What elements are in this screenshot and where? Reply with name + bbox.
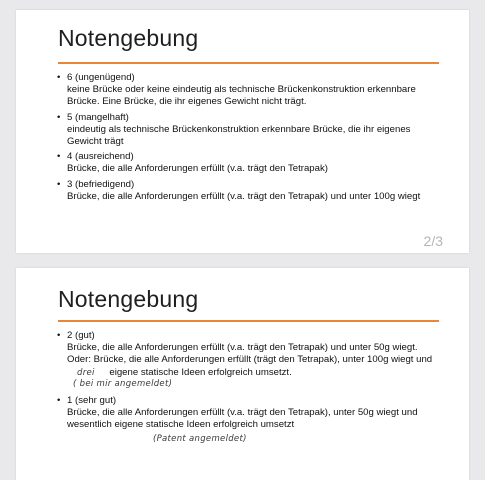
list-item — [56, 112, 443, 149]
grade-label: 3 (befriedigend) — [67, 178, 135, 190]
bullet-icon: • — [57, 395, 61, 407]
grade-description: Brücke, die alle Anforderungen erfüllt (v.a. trägt den Tetrapak), unter 50g wiegt und wesentlich eigene statische Ideen erfolgreich umsetzt — [67, 407, 418, 431]
slide-title: Notengebung — [58, 25, 199, 51]
bullet-icon: • — [57, 330, 61, 341]
grade-label: 2 (gut) — [67, 330, 95, 341]
bullet-icon: • — [57, 151, 61, 163]
grade-list — [56, 72, 443, 206]
grade-list — [56, 330, 443, 448]
list-item — [56, 179, 443, 203]
grade-description: keine Brücke oder keine eindeutig als technische Brückenkonstruktion erkennbare Brücke. Eine Brücke, die ihr eigenes Gewicht nicht trägt. — [67, 84, 416, 108]
bullet-icon: • — [57, 178, 61, 190]
grade-label: 4 (ausreichend) — [67, 151, 134, 163]
slide-3 — [16, 268, 469, 480]
page-number: 2/3 — [423, 233, 443, 249]
handwritten-note: ( bei mir angemeldet) — [73, 378, 173, 389]
handwritten-note: (Patent angemeldet) — [153, 433, 247, 444]
bullet-icon: • — [57, 111, 61, 123]
handwritten-annotation: drei — [77, 367, 95, 378]
grade-description: eindeutig als technische Brückenkonstruktion erkennbare Brücke, die ihr eigenes Gewicht trägt — [67, 123, 411, 148]
list-item — [56, 151, 443, 175]
list-item — [56, 72, 443, 109]
title-underline — [58, 62, 439, 64]
bullet-icon: • — [57, 72, 61, 83]
grade-label: 6 (ungenügend) — [67, 72, 135, 83]
grade-description: Brücke, die alle Anforderungen erfüllt (v.a. trägt den Tetrapak) und unter 50g wiegt. Oder: Brücke, die alle Anforderungen erfüllt (trägt den Tetrapak), unter 100g wiegt und — [67, 342, 433, 366]
list-item — [56, 330, 443, 390]
list-item — [56, 395, 443, 445]
grade-description: Brücke, die alle Anforderungen erfüllt (v.a. trägt den Tetrapak) und unter 100g wiegt — [67, 190, 421, 202]
grade-label: 1 (sehr gut) — [67, 395, 117, 407]
grade-label: 5 (mangelhaft) — [67, 111, 129, 123]
grade-description-end: eigene statische Ideen erfolgreich umsetzt. — [109, 366, 292, 378]
slide-title: Notengebung — [58, 286, 199, 312]
slide-2 — [16, 10, 469, 253]
grade-description: Brücke, die alle Anforderungen erfüllt (v.a. trägt den Tetrapak) — [67, 163, 328, 175]
title-underline — [58, 320, 439, 322]
